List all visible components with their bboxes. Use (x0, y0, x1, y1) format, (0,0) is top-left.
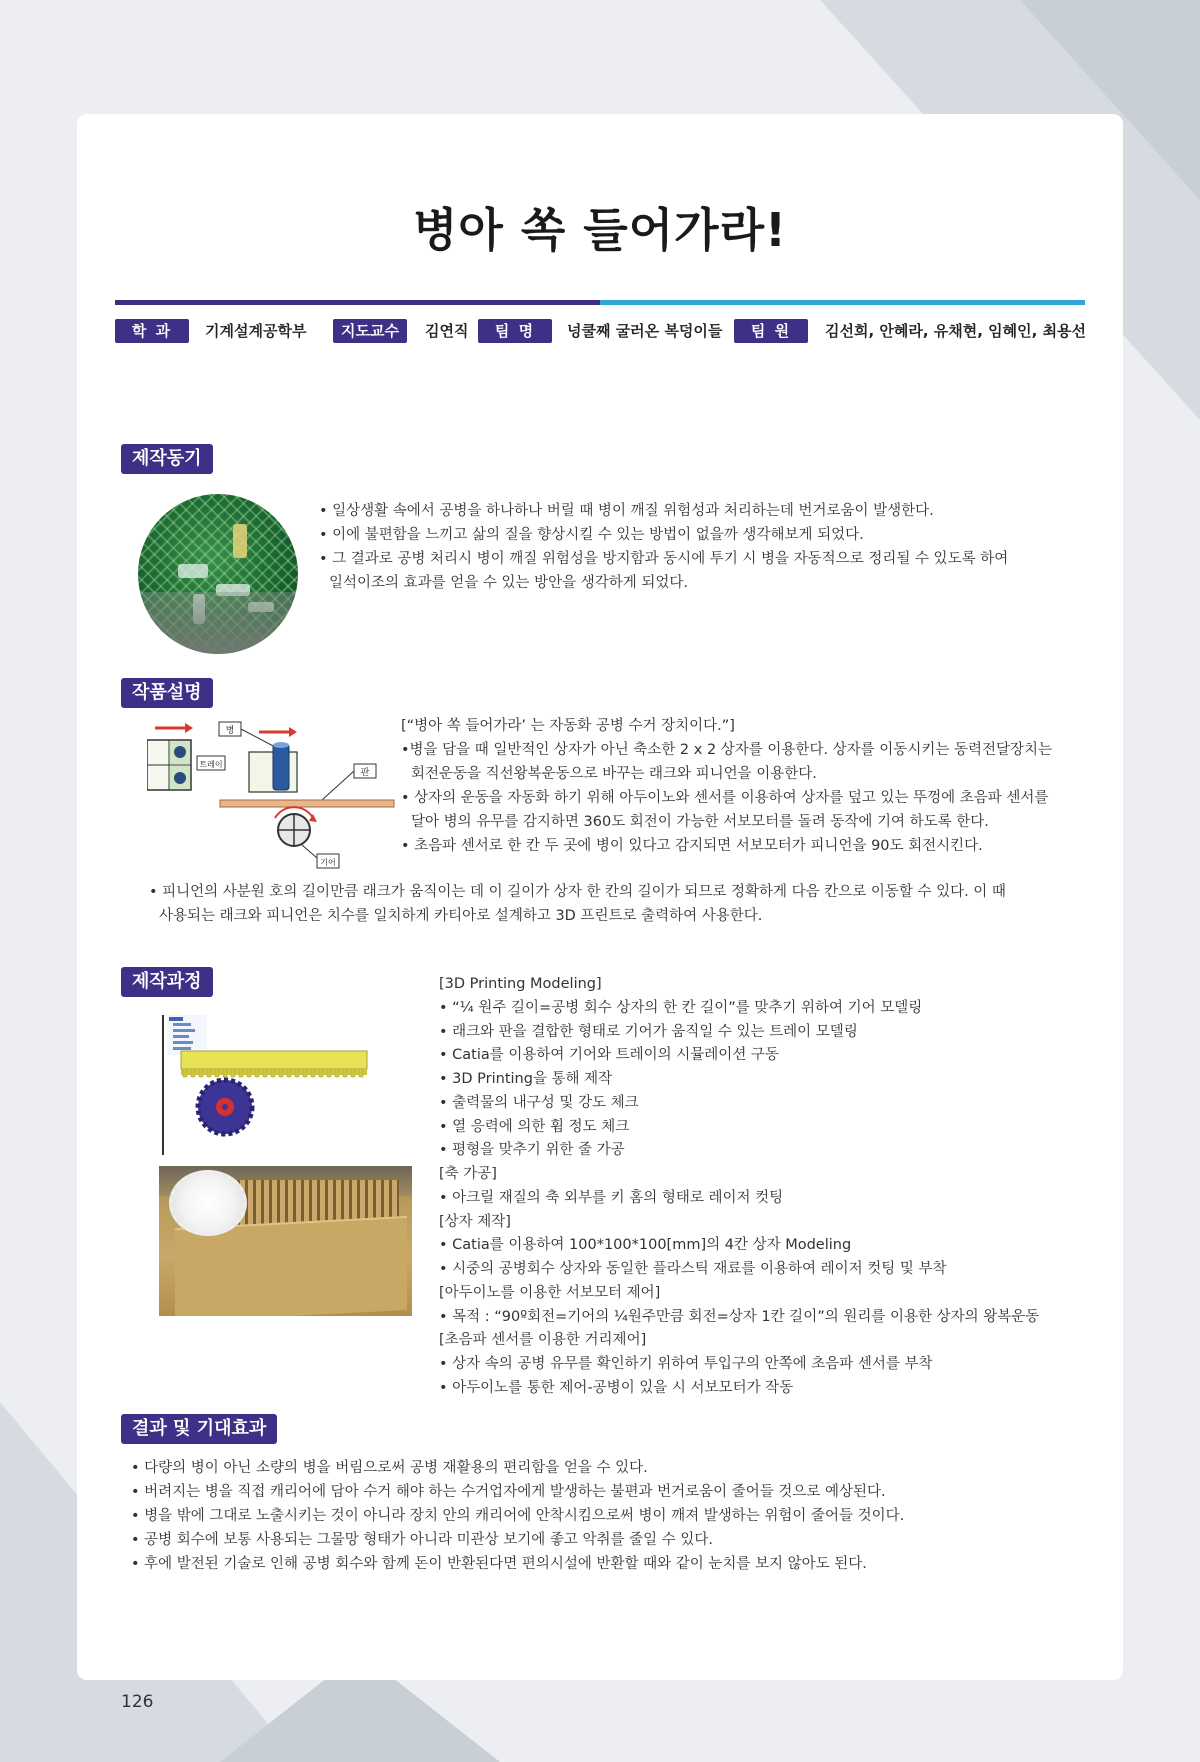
title-divider (115, 300, 600, 305)
process-text: [3D Printing Modeling] • “¼ 원주 길이=공병 회수 상자의 한 칸 길이”를 맞추기 위하여 기어 모델링 • 래크와 판을 결합한 형태로 기어가 움직일 수 있는 트레이 모델링 • Catia를 이용하여 기어와 트레이의 시뮬레이션 구동 • 3D Printing을 통해 제작 • 출력물의 내구성 및 강도 체크 • 열 응력에 의한 휨 정도 체크 • 평형을 맞추기 위한 줄 가공 [축 가공] • 아크릴 재질의 축 외부를 키 홈의 형태로 레이저 컷팅 [상자 제작] • Catia를 이용하여 100*100*100[mm]의 4칸 상자 Modeling • 시중의 공병회수 상자와 동일한 플라스틱 재료를 이용하여 레이저 컷팅 및 부착 [아두이노를 이용한 서보모터 제어] • 목적 : “90º회전=기어의 ¼원주만큼 회전=상자 1칸 길이”의 원리를 이용한 상자의 왕복운동 [초음파 센서를 이용한 거리제어] • 상자 속의 공병 유무를 확인하기 위하여 투입구의 안쪽에 초음파 센서를 부착 • 아두이노를 통한 제어-공병이 있을 시 서보모터가 작동 (439, 976, 1040, 1396)
team-info-bar (115, 319, 1085, 347)
section-label-results: 결과 및 기대효과 (121, 1414, 277, 1444)
members-label: 팀 원 (734, 319, 808, 343)
title-divider (600, 300, 1085, 305)
section-label-process: 제작과정 (121, 967, 213, 997)
members-value: 김선희, 안혜라, 유채현, 임혜인, 최용선 (825, 322, 1087, 340)
description-text: [“병아 쏙 들어가라’ 는 자동화 공병 수거 장치이다.”] •병을 담을 때 일반적인 상자가 아닌 축소한 2 x 2 상자를 이용한다. 상자를 이동시키는 동력전달장치는 회전운동을 직선왕복운동으로 바꾸는 래크와 피니언을 이용한다. • 상자의 운동을 자동화 하기 위해 아두이노와 센서를 이용하여 상자를 덮고 있는 뚜껑에 초음파 센서를 달아 병의 유무를 감지하면 360도 회전이 가능한 서보모터를 돌려 동작에 기여 하도록 한다. • 초음파 센서로 한 칸 두 곳에 병이 있다고 감지되면 서보모터가 피니언을 90도 회전시킨다. (401, 718, 1052, 854)
team-name-value: 넝쿨째 굴러온 복덩이들 (567, 322, 723, 340)
catia-render-image (159, 1013, 389, 1157)
bottle-net-photo (138, 494, 298, 654)
section-label-motivation: 제작동기 (121, 444, 213, 474)
diagram-label-plate: 판 (360, 768, 370, 778)
diagram-label-gear: 기어 (320, 858, 336, 867)
page-title: 병아 쏙 들어가라! (412, 203, 788, 257)
team-name-label: 팀 명 (478, 319, 552, 343)
diagram-label-bottle: 병 (225, 726, 235, 736)
mechanism-diagram (147, 718, 397, 878)
dept-label: 학 과 (115, 319, 189, 343)
motivation-text: • 일상생활 속에서 공병을 하나하나 버릴 때 병이 깨질 위험성과 처리하는데 번거로움이 발생한다. • 이에 불편함을 느끼고 삶의 질을 향상시킬 수 있는 방법이 없을까 생각해보게 되었다. • 그 결과로 공병 처리시 병이 깨질 위험성을 방지함과 동시에 투기 시 병을 자동적으로 정리될 수 있도록 하여 일석이조의 효과를 얻을 수 있는 방안을 생각하게 되었다. (319, 503, 1009, 591)
professor-value: 김연직 (425, 322, 469, 340)
description-wide-text: • 피니언의 사분원 호의 길이만큼 래크가 움직이는 데 이 길이가 상자 한 칸의 길이가 되므로 정확하게 다음 칸으로 이동할 수 있다. 이 때 사용되는 래크와 피니언은 치수를 일치하게 카티아로 설계하고 3D 프린트로 출력하여 사용한다. (149, 884, 1006, 924)
section-label-description: 작품설명 (121, 678, 213, 708)
professor-label: 지도교수 (333, 319, 407, 343)
dept-value: 기계설계공학부 (205, 322, 307, 340)
page-number: 126 (121, 1692, 154, 1712)
diagram-label-tray: 트레이 (199, 760, 223, 769)
content-card (77, 114, 1123, 1680)
results-text: • 다량의 병이 아닌 소량의 병을 버림으로써 공병 재활용의 편리함을 얻을 수 있다. • 버려지는 병을 직접 캐리어에 담아 수거 해야 하는 수거업자에게 발생하는 불편과 번거로움이 줄어들 것으로 예상된다. • 병을 밖에 그대로 노출시키는 것이 아니라 장치 안의 캐리어에 안착시킴으로써 병이 깨져 발생하는 위험이 줄어들 것이다. • 공병 회수에 보통 사용되는 그물망 형태가 아니라 미관상 보기에 좋고 악취를 줄일 수 있다. • 후에 발전된 기술로 인해 공병 회수와 함께 돈이 반환된다면 편의시설에 반환할 때와 같이 눈치를 보지 않아도 된다. (131, 1460, 905, 1572)
printed-gear-photo (159, 1166, 412, 1316)
